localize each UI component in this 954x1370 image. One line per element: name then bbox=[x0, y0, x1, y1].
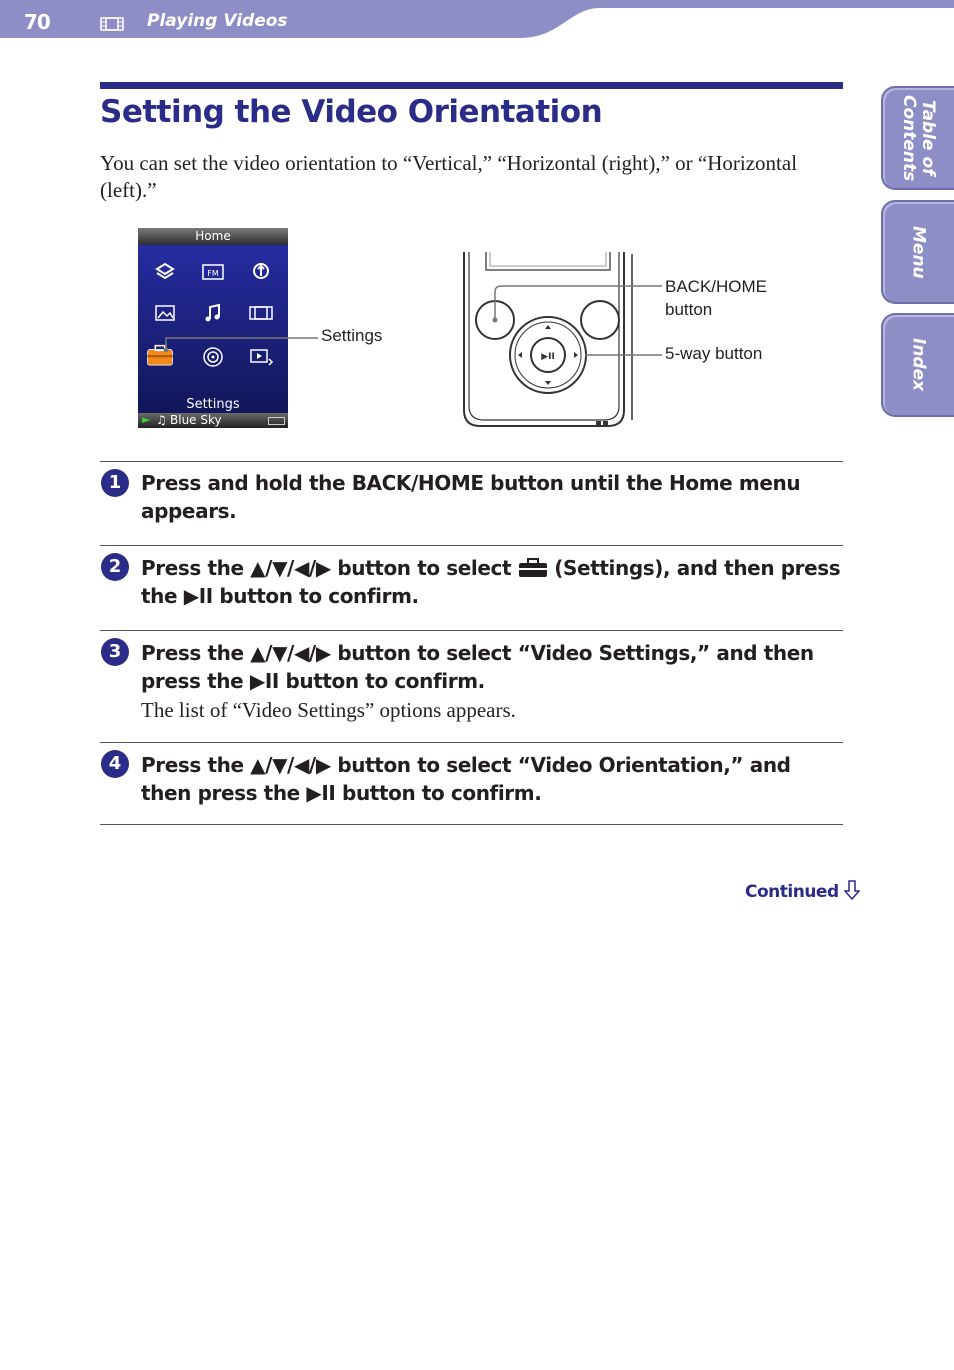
step-number: 1 bbox=[101, 469, 129, 497]
player-screen bbox=[138, 228, 288, 428]
settings-callout-line bbox=[160, 330, 320, 352]
tab-table-of-contents[interactable] bbox=[881, 86, 954, 190]
track-title: Blue Sky bbox=[170, 413, 222, 427]
divider bbox=[100, 742, 843, 743]
podcast-icon bbox=[151, 257, 179, 285]
film-icon bbox=[100, 16, 124, 32]
divider bbox=[100, 461, 843, 462]
now-playing-bar bbox=[138, 413, 288, 428]
divider bbox=[100, 630, 843, 631]
divider bbox=[100, 545, 843, 546]
tab-label: Menu bbox=[908, 225, 929, 279]
section-title: Playing Videos bbox=[147, 11, 288, 31]
svg-text:FM: FM bbox=[207, 269, 219, 278]
header-band bbox=[0, 0, 954, 40]
step-text: Press and hold the BACK/HOME button until the Home menu appears. bbox=[141, 471, 801, 523]
title-rule bbox=[100, 82, 843, 89]
photo-icon bbox=[151, 299, 179, 327]
step-number: 2 bbox=[101, 553, 129, 581]
step-text: Press the ▲/▼/◀/▶ button to select “Video Settings,” and then press the ▶II button to confirm. bbox=[141, 641, 814, 693]
arrow-down-icon bbox=[844, 880, 860, 900]
divider bbox=[100, 824, 843, 825]
settings-callout-label: Settings bbox=[321, 326, 383, 345]
music-icon bbox=[199, 299, 227, 327]
continued-label: Continued bbox=[745, 882, 839, 902]
page-number: 70 bbox=[24, 10, 50, 34]
play-indicator-icon: ► bbox=[142, 413, 151, 426]
page-title: Setting the Video Orientation bbox=[100, 94, 603, 130]
tab-label: Index bbox=[908, 338, 929, 392]
svg-text:▶II: ▶II bbox=[541, 352, 555, 362]
tab-index[interactable] bbox=[881, 313, 954, 417]
fm-radio-icon bbox=[199, 257, 227, 285]
device-callout-lines bbox=[490, 280, 665, 370]
back-home-callout-label: BACK/HOME button bbox=[665, 277, 768, 319]
intro-text: You can set the video orientation to “Vertical,” “Horizontal (right),” or “Horizontal (left).” bbox=[100, 151, 798, 202]
tab-menu[interactable] bbox=[881, 200, 954, 304]
battery-icon bbox=[268, 417, 285, 425]
tab-label: Table of Contents bbox=[899, 94, 938, 182]
video-icon bbox=[247, 299, 275, 327]
step-number: 4 bbox=[101, 750, 129, 778]
step-text bbox=[141, 554, 846, 610]
five-way-callout-label: 5-way button bbox=[665, 344, 763, 363]
screen-body bbox=[138, 245, 288, 413]
note-icon: ♫ bbox=[156, 413, 167, 427]
continued-link[interactable] bbox=[745, 880, 860, 902]
step-text-part: (Settings), and then press the ▶II button to confirm. bbox=[141, 556, 841, 608]
settings-toolbox-icon bbox=[518, 558, 548, 578]
step-number: 3 bbox=[101, 638, 129, 666]
screen-settings-label: Settings bbox=[186, 397, 240, 412]
step-text-part: Press the ▲/▼/◀/▶ button to select bbox=[141, 556, 518, 580]
step-subtext: The list of “Video Settings” options appears. bbox=[141, 698, 516, 722]
screen-header: Home bbox=[138, 228, 288, 245]
sync-icon bbox=[247, 257, 275, 285]
step-text: Press the ▲/▼/◀/▶ button to select “Video Orientation,” and then press the ▶II button to confirm. bbox=[141, 753, 791, 805]
